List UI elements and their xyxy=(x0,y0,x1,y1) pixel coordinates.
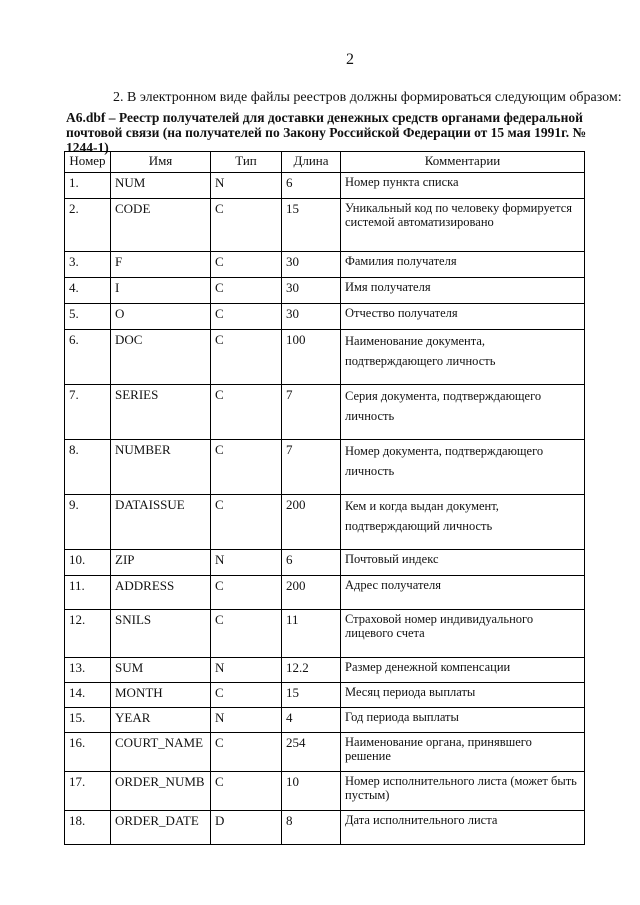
row-number: 15. xyxy=(65,708,111,733)
row-number: 14. xyxy=(65,683,111,708)
row-field-length: 6 xyxy=(282,173,341,199)
row-field-name: ORDER_NUMB xyxy=(111,772,211,811)
row-comment: Номер пункта списка xyxy=(341,173,585,199)
row-number: 12. xyxy=(65,610,111,658)
row-field-type: C xyxy=(211,772,282,811)
row-field-length: 12.2 xyxy=(282,658,341,683)
row-field-type: N xyxy=(211,173,282,199)
table-row xyxy=(65,683,585,708)
table-row xyxy=(65,658,585,683)
row-field-length: 6 xyxy=(282,550,341,576)
row-field-length: 7 xyxy=(282,385,341,440)
row-number: 1. xyxy=(65,173,111,199)
row-comment: Наименование документа, подтверждающего личность xyxy=(341,330,585,385)
table-row xyxy=(65,550,585,576)
row-field-type: C xyxy=(211,304,282,330)
row-comment: Отчество получателя xyxy=(341,304,585,330)
row-field-length: 11 xyxy=(282,610,341,658)
row-number: 18. xyxy=(65,811,111,845)
row-field-name: YEAR xyxy=(111,708,211,733)
table-heading: А6.dbf – Реестр получателей для доставки денежных средств органами федеральной почтовой связи (на получателей по Закону Российской Федерации от 15 мая 1991г. № 1244-1) xyxy=(66,110,587,155)
table-header-row xyxy=(65,152,585,173)
row-field-type: C xyxy=(211,278,282,304)
row-field-length: 15 xyxy=(282,683,341,708)
row-number: 16. xyxy=(65,733,111,772)
table-row xyxy=(65,278,585,304)
row-field-name: NUMBER xyxy=(111,440,211,495)
row-field-name: SERIES xyxy=(111,385,211,440)
table-row xyxy=(65,440,585,495)
row-number: 10. xyxy=(65,550,111,576)
row-comment: Адрес получателя xyxy=(341,576,585,610)
row-number: 9. xyxy=(65,495,111,550)
row-field-name: ADDRESS xyxy=(111,576,211,610)
row-field-name: DATAISSUE xyxy=(111,495,211,550)
row-field-length: 200 xyxy=(282,576,341,610)
row-comment: Год периода выплаты xyxy=(341,708,585,733)
row-comment: Страховой номер индивидуального лицевого счета xyxy=(341,610,585,658)
row-field-name: COURT_NAME xyxy=(111,733,211,772)
row-field-length: 100 xyxy=(282,330,341,385)
row-field-type: C xyxy=(211,610,282,658)
row-field-length: 4 xyxy=(282,708,341,733)
row-field-length: 254 xyxy=(282,733,341,772)
row-number: 5. xyxy=(65,304,111,330)
row-field-type: C xyxy=(211,733,282,772)
table-row xyxy=(65,708,585,733)
table-row xyxy=(65,330,585,385)
table-row xyxy=(65,304,585,330)
row-field-length: 200 xyxy=(282,495,341,550)
row-field-length: 30 xyxy=(282,278,341,304)
row-number: 8. xyxy=(65,440,111,495)
row-field-length: 10 xyxy=(282,772,341,811)
row-number: 17. xyxy=(65,772,111,811)
row-comment: Размер денежной компенсации xyxy=(341,658,585,683)
row-field-length: 8 xyxy=(282,811,341,845)
row-comment: Имя получателя xyxy=(341,278,585,304)
row-field-type: C xyxy=(211,440,282,495)
row-comment: Серия документа, подтверждающего личность xyxy=(341,385,585,440)
column-header-name: Имя xyxy=(111,152,211,173)
table-row xyxy=(65,252,585,278)
table-row xyxy=(65,385,585,440)
row-field-name: NUM xyxy=(111,173,211,199)
row-comment: Уникальный код по человеку формируется системой автоматизировано xyxy=(341,199,585,252)
row-field-name: O xyxy=(111,304,211,330)
row-comment: Номер исполнительного листа (может быть пустым) xyxy=(341,772,585,811)
table-row xyxy=(65,495,585,550)
row-number: 7. xyxy=(65,385,111,440)
row-number: 2. xyxy=(65,199,111,252)
row-field-name: DOC xyxy=(111,330,211,385)
row-comment: Фамилия получателя xyxy=(341,252,585,278)
column-header-number: Номер xyxy=(65,152,111,173)
row-field-name: I xyxy=(111,278,211,304)
table-row xyxy=(65,576,585,610)
row-field-type: D xyxy=(211,811,282,845)
column-header-length: Длина xyxy=(282,152,341,173)
table-row xyxy=(65,199,585,252)
row-number: 3. xyxy=(65,252,111,278)
row-field-type: N xyxy=(211,708,282,733)
page-number: 2 xyxy=(346,51,354,68)
row-comment: Кем и когда выдан документ, подтверждающий личность xyxy=(341,495,585,550)
row-field-name: MONTH xyxy=(111,683,211,708)
row-number: 13. xyxy=(65,658,111,683)
row-field-type: N xyxy=(211,658,282,683)
table-row xyxy=(65,811,585,845)
table-row xyxy=(65,772,585,811)
registry-fields-table xyxy=(64,151,585,845)
row-field-length: 30 xyxy=(282,304,341,330)
row-field-length: 30 xyxy=(282,252,341,278)
row-comment: Номер документа, подтверждающего личность xyxy=(341,440,585,495)
intro-paragraph: 2. В электронном виде файлы реестров должны формироваться следующим образом: xyxy=(113,90,622,105)
row-field-name: CODE xyxy=(111,199,211,252)
row-field-name: ZIP xyxy=(111,550,211,576)
row-field-length: 15 xyxy=(282,199,341,252)
row-field-type: C xyxy=(211,385,282,440)
row-field-length: 7 xyxy=(282,440,341,495)
row-comment: Месяц периода выплаты xyxy=(341,683,585,708)
row-number: 6. xyxy=(65,330,111,385)
row-field-type: C xyxy=(211,495,282,550)
table-row xyxy=(65,610,585,658)
table-row xyxy=(65,733,585,772)
row-comment: Дата исполнительного листа xyxy=(341,811,585,845)
row-field-type: C xyxy=(211,199,282,252)
row-field-type: C xyxy=(211,330,282,385)
row-field-type: C xyxy=(211,576,282,610)
row-number: 11. xyxy=(65,576,111,610)
row-comment: Почтовый индекс xyxy=(341,550,585,576)
row-field-name: F xyxy=(111,252,211,278)
row-field-name: SNILS xyxy=(111,610,211,658)
row-field-name: ORDER_DATE xyxy=(111,811,211,845)
row-field-type: N xyxy=(211,550,282,576)
row-field-name: SUM xyxy=(111,658,211,683)
row-field-type: C xyxy=(211,252,282,278)
row-field-type: C xyxy=(211,683,282,708)
table-row xyxy=(65,173,585,199)
column-header-comments: Комментарии xyxy=(341,152,585,173)
row-comment: Наименование органа, принявшего решение xyxy=(341,733,585,772)
row-number: 4. xyxy=(65,278,111,304)
column-header-type: Тип xyxy=(211,152,282,173)
